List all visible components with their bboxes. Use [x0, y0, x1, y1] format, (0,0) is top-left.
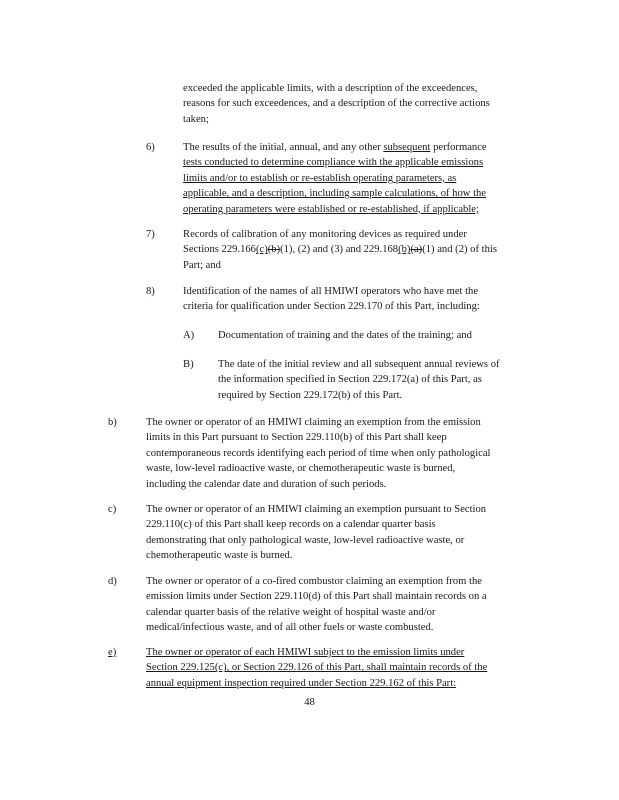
text-run: The results of the initial, annual, and any other	[183, 142, 384, 153]
item-e-paragraph	[146, 645, 487, 691]
text-line: exceeded the applicable limits, with a description of the exceedences,	[183, 83, 478, 94]
inserted-text: tests conducted to determine compliance with the applicable emissions	[183, 157, 484, 169]
text-line: The owner or operator of an HMIWI claiming an exemption from the emission	[146, 417, 481, 428]
item-6-label: 6)	[146, 142, 155, 153]
text-line: including the calendar date and duration of such periods.	[146, 478, 387, 490]
inserted-text: operating parameters	[183, 203, 273, 215]
item-d-label: d)	[108, 576, 117, 587]
inserted-text: limits and/or to establish or re-establish operating parameters, as	[183, 172, 457, 184]
item-c-label: c)	[108, 504, 117, 515]
item-B-label: B)	[183, 359, 194, 370]
item-c-paragraph	[146, 502, 486, 564]
text-line: contemporaneous records identifying each period of time when only pathological	[146, 447, 491, 459]
text-line: emission limits under Section 229.110(d) of this Part shall maintain records on a	[146, 591, 487, 603]
inserted-text: (b)	[398, 244, 411, 256]
text-line: The owner or operator of an HMIWI claiming an exemption pursuant to Section	[146, 504, 487, 515]
text-line: required by Section 229.172(b) of this Part.	[218, 389, 403, 401]
deleted-text: (b)	[267, 244, 281, 256]
text-run: performance	[430, 142, 487, 153]
text-line: 229.110(c) of this Part shall keep records on a calendar quarter basis	[146, 519, 436, 531]
text-line	[183, 140, 487, 155]
continuation-paragraph	[183, 81, 490, 127]
text-line: medical/infectious waste, and of all other fuels or waste combusted.	[146, 622, 434, 634]
page-number: 48	[304, 697, 315, 708]
text-run: (1) and (2) of this	[422, 244, 497, 256]
item-d-paragraph	[146, 574, 487, 636]
text-line: criteria for qualification under Section 229.170 of this Part, including:	[183, 301, 480, 313]
text-line: The date of the initial review and all subsequent annual reviews of	[218, 359, 500, 370]
inserted-text: The owner or operator of each HMIWI subject to the emission limits under	[146, 647, 465, 658]
item-b-paragraph	[146, 415, 490, 492]
text-line: calendar quarter basis of the relative weight of hospital waste and/or	[146, 606, 436, 618]
item-e-label: e)	[108, 647, 117, 658]
text-run: Sections 229.166	[183, 244, 256, 256]
item-7-paragraph	[183, 227, 497, 273]
item-B-paragraph	[218, 357, 500, 403]
text-line: reasons for such exceedences, and a description of the corrective actions	[183, 98, 490, 110]
text-line: Documentation of training and the dates of the training; and	[218, 330, 472, 341]
text-line: Part; and	[183, 259, 221, 271]
inserted-text: were established or re-established, if applicable;	[272, 203, 479, 215]
inserted-text: annual equipment inspection required under Section 229.162 of this Part:	[146, 677, 457, 689]
text-line	[183, 242, 497, 257]
text-line: Records of calibration of any monitoring devices as required under	[183, 229, 467, 240]
item-8-label: 8)	[146, 286, 155, 297]
text-line: limits in this Part pursuant to Section 229.110(b) of this Part shall keep	[146, 432, 447, 444]
item-b-label: b)	[108, 417, 117, 428]
text-run: (1), (2) and (3) and 229.168	[280, 244, 399, 256]
text-line	[183, 202, 487, 217]
inserted-text: subsequent	[383, 142, 431, 153]
item-6-paragraph	[183, 140, 487, 217]
item-7-label: 7)	[146, 229, 155, 240]
item-8-paragraph	[183, 284, 480, 315]
text-line: Identification of the names of all HMIWI operators who have met the	[183, 286, 479, 297]
item-A-paragraph	[218, 328, 472, 343]
text-line: The owner or operator of a co-fired combustor claiming an exemption from the	[146, 576, 482, 587]
inserted-text: Section 229.125(c), or Section 229.126 of this Part, shall maintain records of the	[146, 662, 488, 674]
text-line: the information specified in Section 229.172(a) of this Part, as	[218, 374, 482, 386]
item-A-label: A)	[183, 330, 195, 341]
text-line: waste, low-level radioactive waste, or chemotherapeutic waste is burned,	[146, 463, 456, 475]
inserted-text: applicable, and a description, including sample calculations, of how the	[183, 188, 487, 200]
inserted-text: (c)	[255, 244, 268, 256]
text-line: demonstrating that only pathological waste, low-level radioactive waste, or	[146, 534, 465, 546]
text-line: taken;	[183, 113, 209, 125]
deleted-text: (a)	[410, 244, 423, 256]
text-line: chemotherapeutic waste is burned.	[146, 550, 293, 562]
